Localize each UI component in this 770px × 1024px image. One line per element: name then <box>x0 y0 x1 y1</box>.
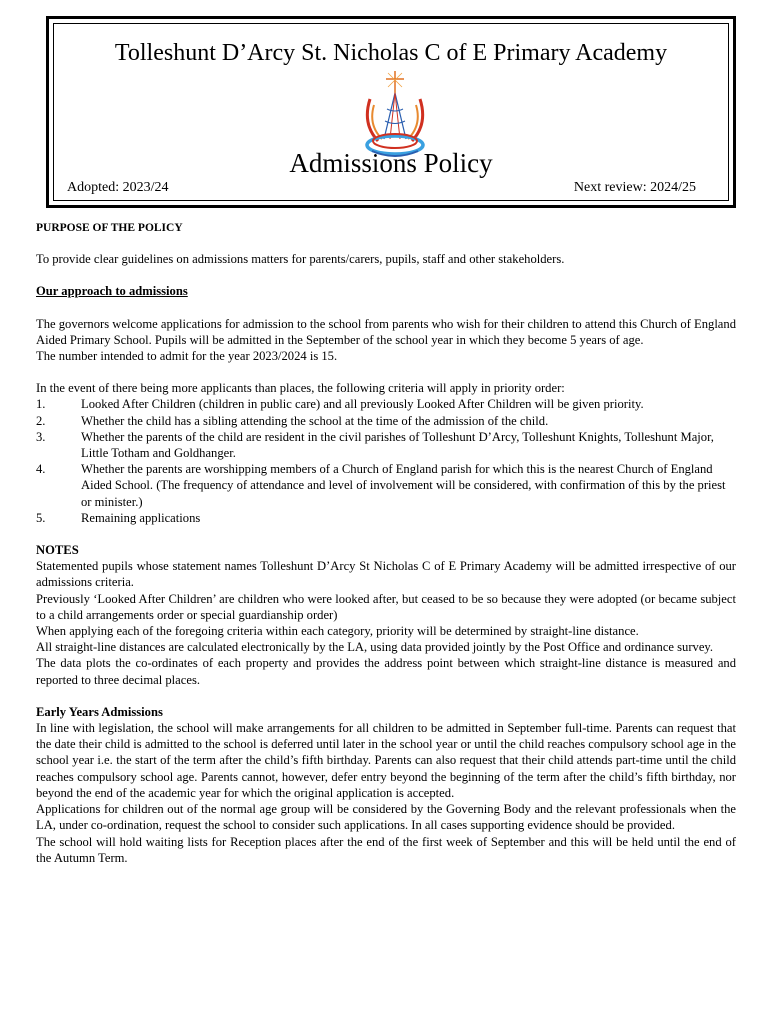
purpose-text: To provide clear guidelines on admissions matters for parents/carers, pupils, staff and other stakeholders. <box>36 252 565 267</box>
notes-line: When applying each of the foregoing criteria within each category, priority will be determined by straight-line distance. <box>36 624 639 639</box>
policy-title: Admissions Policy <box>289 148 493 178</box>
header-inner-border <box>53 23 729 201</box>
criteria-list <box>36 396 736 526</box>
early-years-line: Applications for children out of the normal age group will be considered by the Governing Body and the relevant professionals when the LA, under co-ordination, request the school to consider such applications. In all cases supporting evidence should be provided. <box>36 802 736 833</box>
notes-line: All straight-line distances are calculated electronically by the LA, using data provided jointly by the Post Office and ordinance survey. <box>36 640 714 655</box>
approach-heading: Our approach to admissions <box>36 284 188 299</box>
header-box <box>46 16 736 208</box>
criteria-intro: In the event of there being more applicants than places, the following criteria will apply in priority order: <box>36 381 565 396</box>
purpose-heading: PURPOSE OF THE POLICY <box>36 222 183 234</box>
list-item: 2. Whether the child has a sibling attending the school at the time of the admission of the child. <box>36 413 549 428</box>
notes-line: The data plots the co-ordinates of each property and provides the address point between which straight-line distance is measured and reported to three decimal places. <box>36 656 736 687</box>
school-name: Tolleshunt D’Arcy St. Nicholas C of E Primary Academy <box>114 40 668 66</box>
list-item: 3. Whether the parents of the child are resident in the civil parishes of Tolleshunt D’Arcy, Tolleshunt Knights, Tolleshunt Major, Little Totham and Goldhanger. <box>36 429 714 461</box>
intake-number: The number intended to admit for the year 2023/2024 is 15. <box>36 349 338 364</box>
next-review-date: Next review: 2024/25 <box>573 180 696 195</box>
early-years-line: The school will hold waiting lists for Reception places after the end of the first week of September and this will be held until the end of the Autumn Term. <box>36 834 736 865</box>
early-years-heading: Early Years Admissions <box>36 704 163 719</box>
adopted-date: Adopted: 2023/24 <box>67 180 169 195</box>
notes-line: Previously ‘Looked After Children’ are children who were looked after, but ceased to be so because they were adopted (or became subject to a child arrangements order or special guardianship order) <box>36 591 736 622</box>
policy-body <box>36 220 736 866</box>
notes-heading: NOTES <box>36 543 79 558</box>
list-item: 4. Whether the parents are worshipping members of a Church of England parish for which this is the nearest Church of England Aided School. (The frequency of attendance and level of involvement will be considered, with confirmation of this by the priest or minister.) <box>36 462 726 509</box>
list-item: 1. Looked After Children (children in public care) and all previously Looked After Children will be given priority. <box>36 397 644 412</box>
notes-line: Statemented pupils whose statement names Tolleshunt D’Arcy St Nicholas C of E Primary Academy will be admitted irrespective of our admissions criteria. <box>36 559 736 590</box>
approach-paragraph: The governors welcome applications for admission to the school from parents who wish for their children to attend this Church of England Aided Primary School. Pupils will be admitted in the September of the school year in which they become 5 years of age. <box>36 316 736 347</box>
early-years-line: In line with legislation, the school will make arrangements for all children to be admitted in September full-time. Parents can request that the date their child is admitted to the school is deferred until later in the school year or until the child reaches compulsory school age in the school year i.e. the start of the term after the child’s fifth birthday. Parents can also request that their child attends part-time until the child reaches compulsory school age. Parents cannot, however, defer entry beyond the beginning of the term after the child’s fifth birthday, nor beyond the end of the academic year for which the original application is accepted. <box>36 721 736 800</box>
list-item: 5. Remaining applications <box>36 510 201 525</box>
